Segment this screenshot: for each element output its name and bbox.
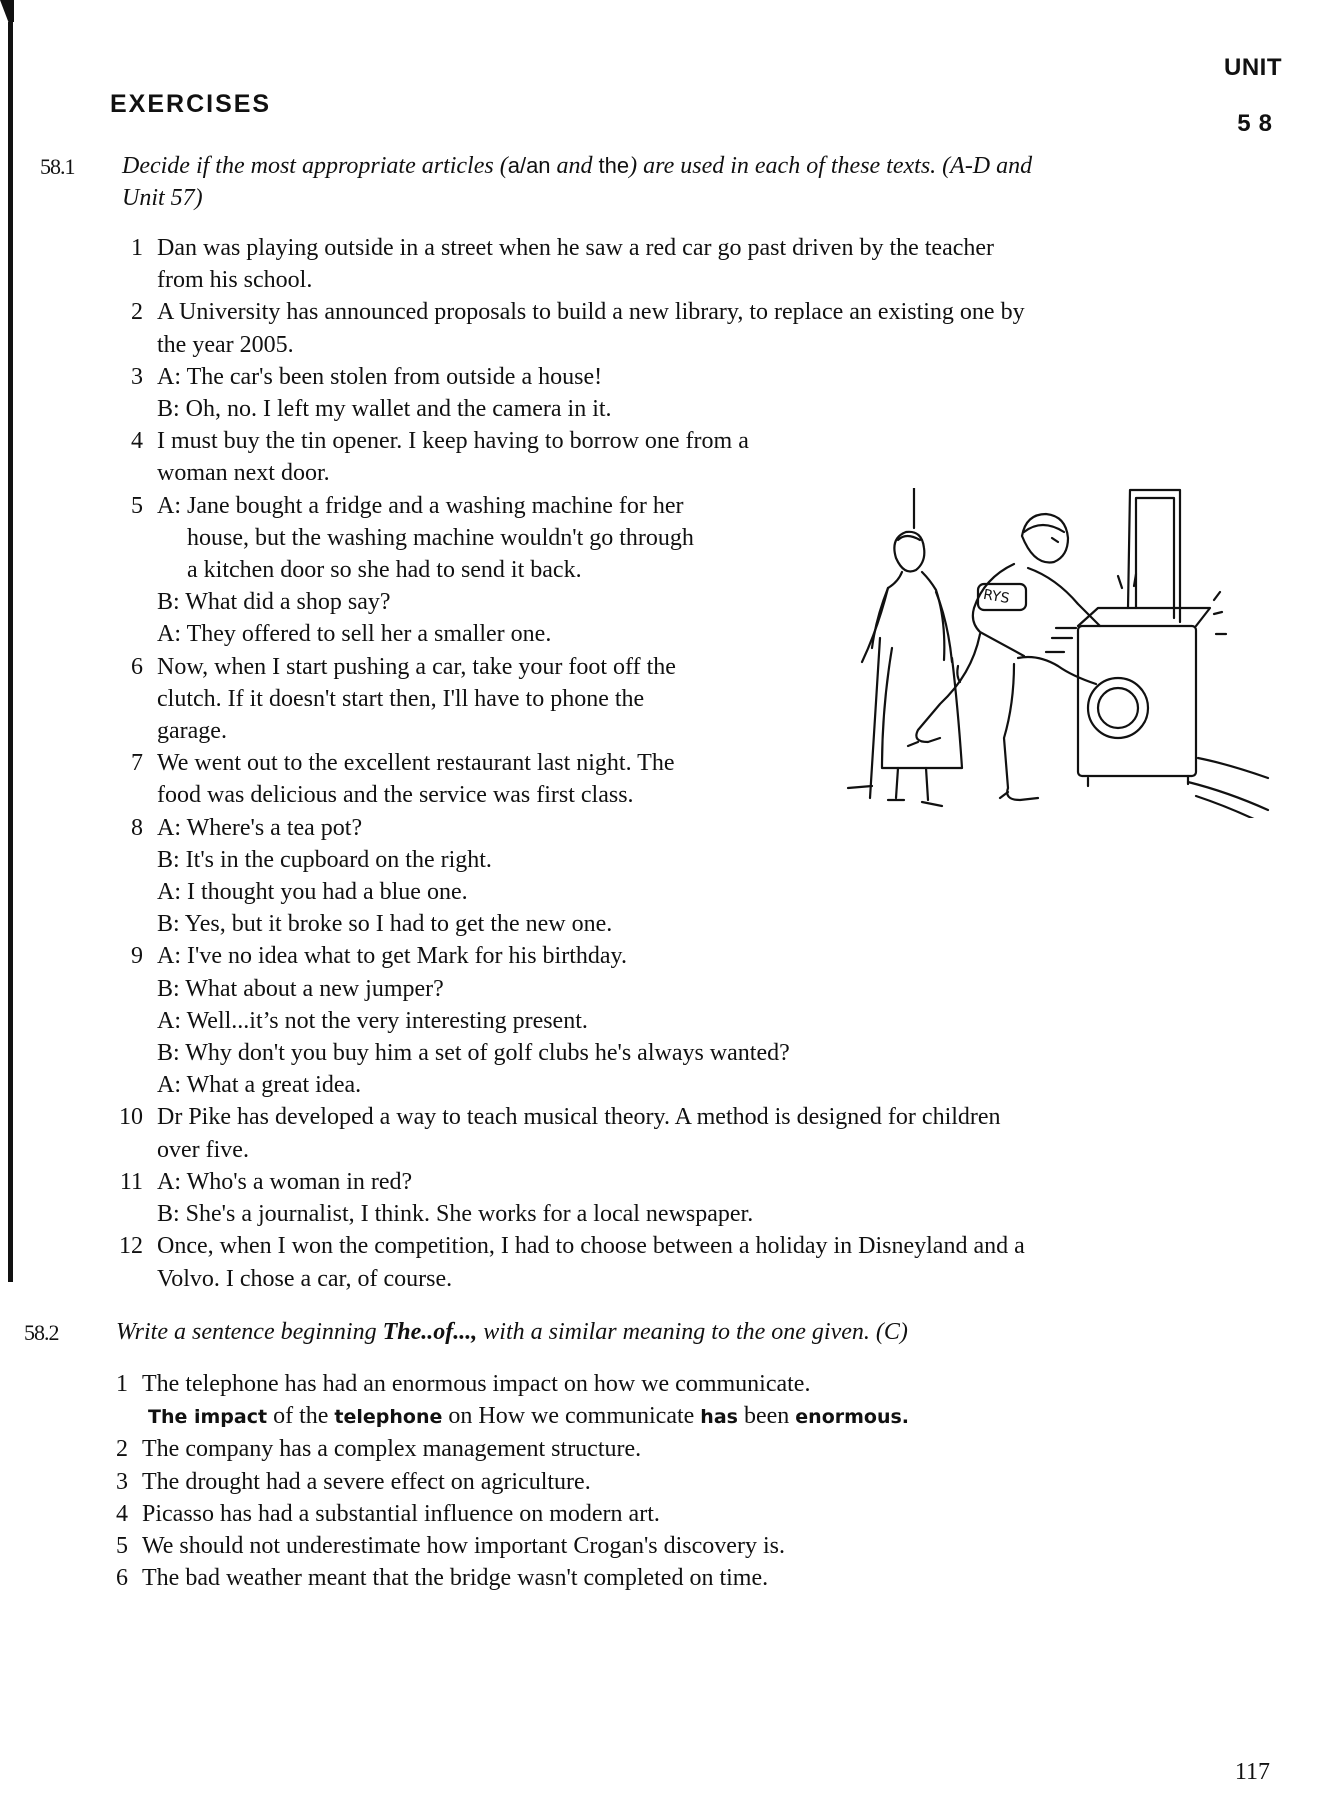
page-edge-bar: [8, 22, 13, 1282]
floor-lines: [1188, 758, 1268, 818]
handwritten-word: The impact: [148, 1406, 268, 1429]
exercise-number-58-1: 58.1: [40, 154, 75, 179]
sweatshirt-label: RYS: [981, 586, 1011, 608]
item-line: B: Oh, no. I left my wallet and the camera in it.: [157, 396, 612, 423]
item-number: 8: [131, 814, 143, 841]
item-line: The company has a complex management structure.: [142, 1436, 642, 1463]
item-line: B: She's a journalist, I think. She works for a local newspaper.: [157, 1201, 754, 1228]
item-line: clutch. If it doesn't start then, I'll have to phone the: [157, 685, 645, 712]
item-line: The drought had a severe effect on agriculture.: [142, 1468, 591, 1495]
item-number: 5: [116, 1533, 128, 1560]
instruction-text: Write a sentence beginning: [116, 1319, 383, 1345]
item-number: 7: [131, 750, 143, 777]
list-item: [105, 425, 1205, 489]
item-line: B: It's in the cupboard on the right.: [157, 846, 492, 873]
exercise-number-58-2: 58.2: [24, 1320, 59, 1345]
item-line: A: I thought you had a blue one.: [157, 879, 468, 906]
item-line: Dan was playing outside in a street when he saw a red car go past driven by the teacher: [157, 235, 995, 261]
washing-machine-cartoon-illustration: [818, 488, 1278, 818]
item-line: The telephone has had an enormous impact on how we communicate.: [142, 1371, 811, 1397]
list-item: [105, 812, 1205, 941]
washing-machine: [1078, 608, 1210, 786]
item-line: B: Yes, but it broke so I had to get the new one.: [157, 911, 613, 938]
item-line: A: Where's a tea pot?: [157, 814, 363, 841]
item-line: garage.: [157, 718, 227, 745]
item-number: 4: [131, 428, 143, 455]
page-edge-mark: [0, 0, 14, 22]
instruction-text: Decide if the most appropriate articles (: [122, 153, 508, 179]
instruction-article-a-an: a/an: [507, 153, 551, 178]
handwritten-word: telephone: [334, 1406, 443, 1429]
item-line: Now, when I start pushing a car, take your foot off the: [157, 653, 676, 680]
list-item: [90, 1368, 1190, 1433]
item-line: The bad weather meant that the bridge wasn't completed on time.: [142, 1565, 769, 1592]
exercise-2-instruction: [116, 1316, 1216, 1348]
list-item: [105, 232, 1205, 296]
woman-figure: [848, 532, 962, 806]
exercise-1-instruction: [122, 150, 1202, 214]
instruction-article-the: the: [598, 153, 630, 178]
item-line: I must buy the tin opener. I keep having to borrow one from a: [157, 428, 749, 455]
item-number: 4: [116, 1500, 128, 1527]
motion-lines: [1046, 628, 1076, 652]
list-item: [105, 361, 1205, 425]
instruction-text: ) are used in each of these texts. (A-D and: [629, 153, 1033, 179]
list-item: [90, 1466, 1190, 1498]
item-line: Dr Pike has developed a way to teach musical theory. A method is designed for children: [157, 1104, 1001, 1131]
item-number: 6: [131, 653, 143, 680]
section-heading: EXERCISES: [110, 90, 272, 118]
item-line: A: I've no idea what to get Mark for his birthday.: [157, 943, 627, 970]
item-number: 1: [116, 1371, 128, 1397]
list-item: [105, 1101, 1205, 1165]
answer-text: been: [737, 1403, 796, 1430]
unit-label: UNIT: [1224, 54, 1282, 81]
item-line: Picasso has had a substantial influence on modern art.: [142, 1500, 660, 1527]
list-item: [90, 1530, 1190, 1562]
list-item: [105, 1230, 1205, 1294]
item-line: Volvo. I chose a car, of course.: [157, 1265, 453, 1292]
instruction-text: Unit 57): [122, 185, 203, 211]
item-line: the year 2005.: [157, 331, 294, 358]
instruction-text: and: [550, 153, 599, 179]
item-number: 1: [131, 235, 143, 261]
item-number: 2: [131, 299, 143, 326]
item-number: 5: [131, 492, 143, 519]
list-item: [105, 296, 1205, 360]
item-line: Once, when I won the competition, I had to choose between a holiday in Disneyland and a: [157, 1233, 1025, 1260]
unit-number: 58: [1237, 110, 1280, 137]
item-number: 6: [116, 1565, 128, 1592]
door-frame: [914, 488, 1180, 622]
example-answer: [142, 1400, 1190, 1433]
item-line: B: What did a shop say?: [157, 589, 391, 616]
item-line: We went out to the excellent restaurant last night. The: [157, 750, 675, 777]
item-line: over five.: [157, 1136, 249, 1163]
exercise-2-items: [90, 1368, 1190, 1594]
item-line: We should not underestimate how important Crogan's discovery is.: [142, 1533, 785, 1560]
item-line: A: Who's a woman in red?: [157, 1168, 413, 1195]
item-line: A: What a great idea.: [157, 1072, 362, 1099]
item-line: house, but the washing machine wouldn't go through: [187, 524, 694, 551]
item-number: 10: [119, 1104, 143, 1131]
answer-text: of the: [267, 1403, 335, 1430]
item-line: A: Jane bought a fridge and a washing machine for her: [157, 492, 684, 519]
list-item: [90, 1433, 1190, 1465]
item-line: B: What about a new jumper?: [157, 975, 444, 1002]
item-line: B: Why don't you buy him a set of golf clubs he's always wanted?: [157, 1040, 790, 1067]
item-line: A: The car's been stolen from outside a house!: [157, 363, 603, 390]
item-number: 3: [116, 1468, 128, 1495]
item-line: food was delicious and the service was first class.: [157, 782, 634, 809]
page-number: 117: [1234, 1759, 1270, 1785]
answer-text: on How we communicate: [442, 1403, 701, 1430]
instruction-text: with a similar meaning to the one given. (C): [477, 1319, 908, 1345]
item-number: 9: [131, 943, 143, 970]
item-number: 3: [131, 363, 143, 390]
item-number: 2: [116, 1436, 128, 1463]
list-item: [90, 1562, 1190, 1594]
man-figure: [908, 514, 1100, 800]
item-line: A: Well...it’s not the very interesting present.: [157, 1007, 588, 1034]
item-line: a kitchen door so she had to send it back.: [187, 557, 582, 584]
item-line: A: They offered to sell her a smaller one.: [157, 621, 552, 648]
list-item: [105, 1166, 1205, 1230]
handwritten-word: has: [700, 1406, 738, 1429]
list-item: [105, 940, 1205, 1101]
item-line: A University has announced proposals to build a new library, to replace an existing one by: [157, 299, 1025, 326]
item-line: woman next door.: [157, 460, 330, 487]
item-number: 11: [119, 1168, 143, 1195]
instruction-pattern: The..of...,: [382, 1319, 478, 1345]
handwritten-word: enormous.: [795, 1406, 910, 1429]
item-number: 12: [119, 1233, 143, 1260]
list-item: [90, 1498, 1190, 1530]
item-line: from his school.: [157, 267, 313, 294]
